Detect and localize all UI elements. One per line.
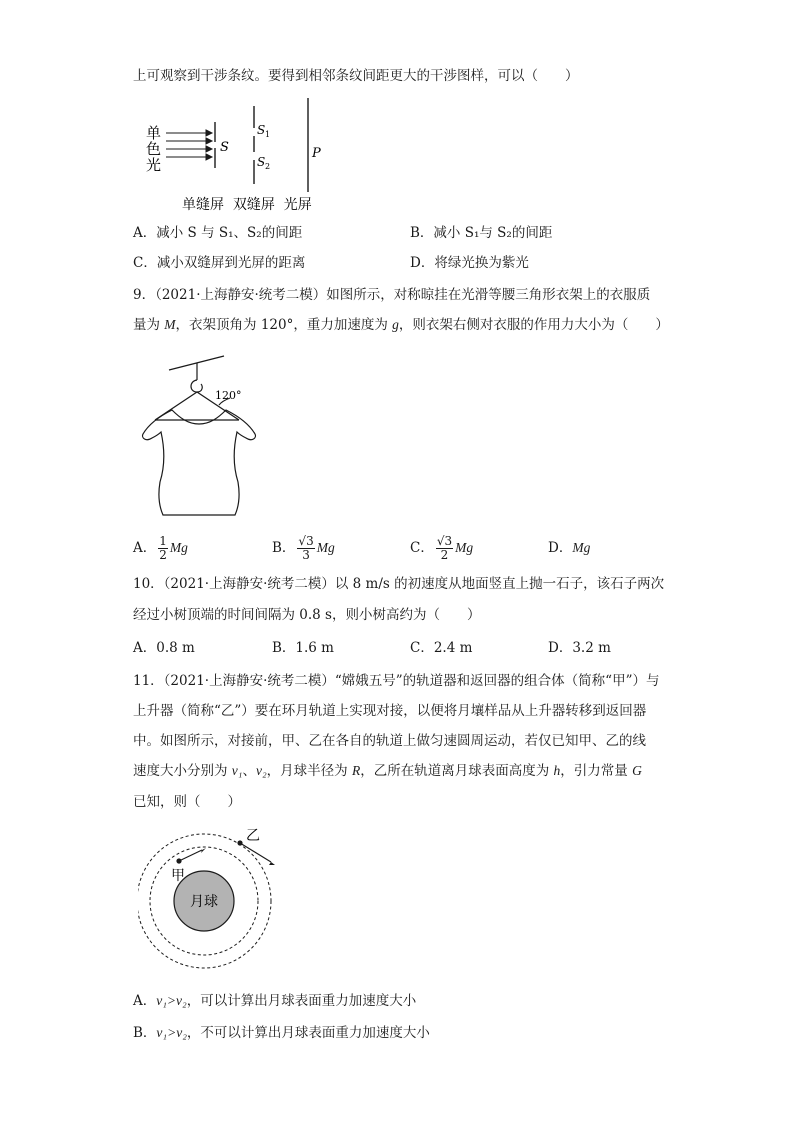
q11-line-1: 11．（2021·上海静安·统考二模）“嫦娥五号”的轨道器和返回器的组合体（简称“甲”）与 [133, 673, 660, 689]
shirt [143, 410, 256, 515]
q8-stem-tail: 上可观察到干涉条纹。要得到相邻条纹间距更大的干涉图样，可以（ ） [133, 68, 579, 84]
moon-label: 月球 [190, 894, 218, 910]
label-S1: S [257, 123, 266, 137]
label-S1-sub: 1 [265, 130, 271, 139]
label-S2-sub: 2 [265, 162, 271, 171]
yi-arrowhead [269, 862, 275, 865]
q8-option-d[interactable]: D．将绿光换为紫光 [410, 255, 529, 271]
hook [191, 363, 202, 392]
yi-velocity [240, 843, 271, 862]
q8-option-c[interactable]: C．减小双缝屏到光屏的距离 [133, 255, 306, 271]
double-slit-figure [140, 96, 340, 214]
angle-label: 120° [215, 389, 242, 402]
q10-option-b[interactable]: B．1.6 m [272, 640, 334, 656]
yi-label: 乙 [246, 828, 260, 844]
q10-option-d[interactable]: D．3.2 m [548, 640, 611, 656]
q9-option-c[interactable]: C． $\frac{√3}{2}$ Mg [410, 534, 474, 562]
light-char-1: 单 [146, 124, 162, 142]
q10-line-1: 10．（2021·上海静安·统考二模）以 8 m/s 的初速度从地面竖直上抛一石子，该石子两次 [133, 576, 665, 592]
light-char-2: 色 [146, 140, 162, 158]
q9-option-b[interactable]: B． $\frac{√3}{3}$ Mg [272, 534, 335, 562]
label-P: P [312, 146, 321, 161]
q9-option-d[interactable]: D．Mg [548, 540, 591, 556]
q9-option-a[interactable]: A． $\frac{1}{2}$ Mg [133, 534, 188, 562]
q10-option-c[interactable]: C．2.4 m [410, 640, 473, 656]
figure-caption: 单缝屏 双缝屏 光屏 [182, 197, 312, 213]
label-S2: S [257, 155, 266, 169]
q11-option-b[interactable]: B．v₁>v₂，不可以计算出月球表面重力加速度大小 [133, 1025, 430, 1041]
q11-line-3: 中。如图所示，对接前，甲、乙在各自的轨道上做匀速圆周运动，若仅已知甲、乙的线 [133, 733, 646, 749]
q10-option-a[interactable]: A．0.8 m [133, 640, 195, 656]
hanger-figure [138, 354, 273, 519]
q11-line-5: 已知，则（ ） [133, 794, 241, 810]
q10-line-2: 经过小树顶端的时间间隔为 0.8 s，则小树高约为（ ） [133, 607, 481, 623]
q9-line-1: 9．（2021·上海静安·统考二模）如图所示，对称晾挂在光滑等腰三角形衣架上的衣服质 [133, 287, 651, 303]
q9-line-2: 量为 M，衣架顶角为 120°，重力加速度为 g，则衣架右侧对衣服的作用力大小为（ ） [133, 317, 669, 333]
light-char-3: 光 [146, 156, 162, 174]
q8-option-a[interactable]: A．减小 S 与 S₁、S₂的间距 [133, 225, 303, 241]
jia-label: 甲 [171, 868, 185, 884]
orbit-figure [138, 823, 288, 975]
q11-line-4: 速度大小分别为 v₁、v₂，月球半径为 R，乙所在轨道离月球表面高度为 h，引力常量 G [133, 763, 642, 779]
q11-option-a[interactable]: A．v₁>v₂，可以计算出月球表面重力加速度大小 [133, 993, 417, 1009]
q11-line-2: 上升器（简称“乙”）要在环月轨道上实现对接，以便将月壤样品从上升器转移到返回器 [133, 703, 647, 719]
light-arrows [166, 130, 212, 160]
label-S: S [220, 140, 229, 155]
q8-option-b[interactable]: B．减小 S₁与 S₂的间距 [410, 225, 553, 241]
